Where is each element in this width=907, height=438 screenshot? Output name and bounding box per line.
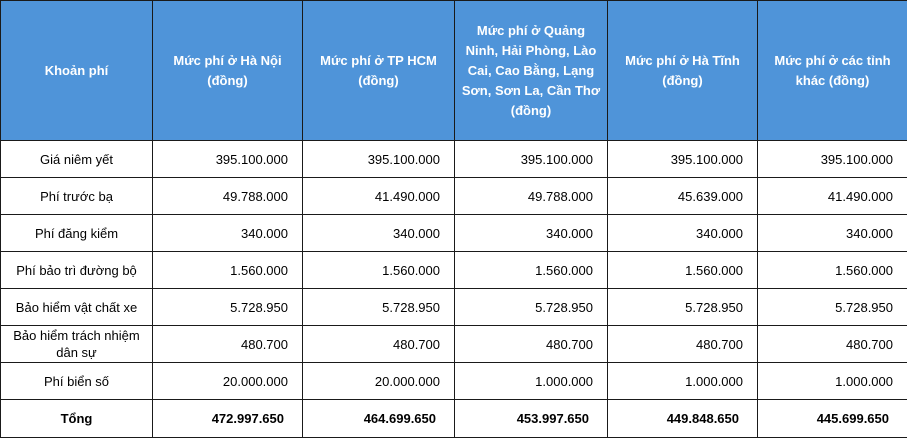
table-cell: 340.000 <box>153 215 303 252</box>
total-cell: 464.699.650 <box>303 400 455 438</box>
table-cell: 1.560.000 <box>153 252 303 289</box>
table-row <box>1 141 907 178</box>
table-row <box>1 215 907 252</box>
table-cell: 395.100.000 <box>153 141 303 178</box>
total-cell: 449.848.650 <box>608 400 758 438</box>
row-label: Phí trước bạ <box>1 178 153 215</box>
table-cell: 340.000 <box>608 215 758 252</box>
table-cell: 49.788.000 <box>455 178 608 215</box>
table-cell: 5.728.950 <box>303 289 455 326</box>
table-cell: 5.728.950 <box>153 289 303 326</box>
row-label: Giá niêm yết <box>1 141 153 178</box>
row-label: Bảo hiểm vật chất xe <box>1 289 153 326</box>
table-cell: 1.560.000 <box>608 252 758 289</box>
header-hcm: Mức phí ở TP HCM (đồng) <box>303 1 455 141</box>
table-cell: 395.100.000 <box>758 141 907 178</box>
table-cell: 45.639.000 <box>608 178 758 215</box>
table-cell: 41.490.000 <box>758 178 907 215</box>
row-label: Phí đăng kiểm <box>1 215 153 252</box>
total-cell: 453.997.650 <box>455 400 608 438</box>
table-cell: 340.000 <box>455 215 608 252</box>
header-other-provinces: Mức phí ở các tỉnh khác (đồng) <box>758 1 907 141</box>
table-cell: 41.490.000 <box>303 178 455 215</box>
table-cell: 49.788.000 <box>153 178 303 215</box>
table-cell: 480.700 <box>455 326 608 363</box>
row-label: Phí bảo trì đường bộ <box>1 252 153 289</box>
table-cell: 1.560.000 <box>303 252 455 289</box>
table-cell: 20.000.000 <box>303 363 455 400</box>
header-row <box>1 1 907 141</box>
table-cell: 340.000 <box>758 215 907 252</box>
table-row <box>1 178 907 215</box>
table-cell: 5.728.950 <box>608 289 758 326</box>
table-cell: 480.700 <box>758 326 907 363</box>
table-cell: 20.000.000 <box>153 363 303 400</box>
table-cell: 5.728.950 <box>455 289 608 326</box>
table-cell: 395.100.000 <box>455 141 608 178</box>
table-cell: 1.560.000 <box>455 252 608 289</box>
table-cell: 395.100.000 <box>608 141 758 178</box>
header-fee-type: Khoản phí <box>1 1 153 141</box>
table-cell: 480.700 <box>153 326 303 363</box>
header-northern-provinces: Mức phí ở Quảng Ninh, Hải Phòng, Lào Cai, Cao Bằng, Lạng Sơn, Sơn La, Cần Thơ (đồng) <box>455 1 608 141</box>
table-cell: 1.560.000 <box>758 252 907 289</box>
row-label: Phí biển số <box>1 363 153 400</box>
table-cell: 480.700 <box>303 326 455 363</box>
table-row <box>1 326 907 363</box>
total-cell: 445.699.650 <box>758 400 907 438</box>
table-cell: 5.728.950 <box>758 289 907 326</box>
table-cell: 1.000.000 <box>455 363 608 400</box>
table-cell: 395.100.000 <box>303 141 455 178</box>
total-cell: 472.997.650 <box>153 400 303 438</box>
table-cell: 340.000 <box>303 215 455 252</box>
total-label: Tổng <box>1 400 153 438</box>
table-cell: 1.000.000 <box>758 363 907 400</box>
table-row <box>1 363 907 400</box>
table-cell: 1.000.000 <box>608 363 758 400</box>
header-hanoi: Mức phí ở Hà Nội (đồng) <box>153 1 303 141</box>
table-row <box>1 252 907 289</box>
table-cell: 480.700 <box>608 326 758 363</box>
total-row <box>1 400 907 438</box>
row-label: Bảo hiểm trách nhiệm dân sự <box>1 326 153 363</box>
table-row <box>1 289 907 326</box>
header-ha-tinh: Mức phí ở Hà Tĩnh (đồng) <box>608 1 758 141</box>
